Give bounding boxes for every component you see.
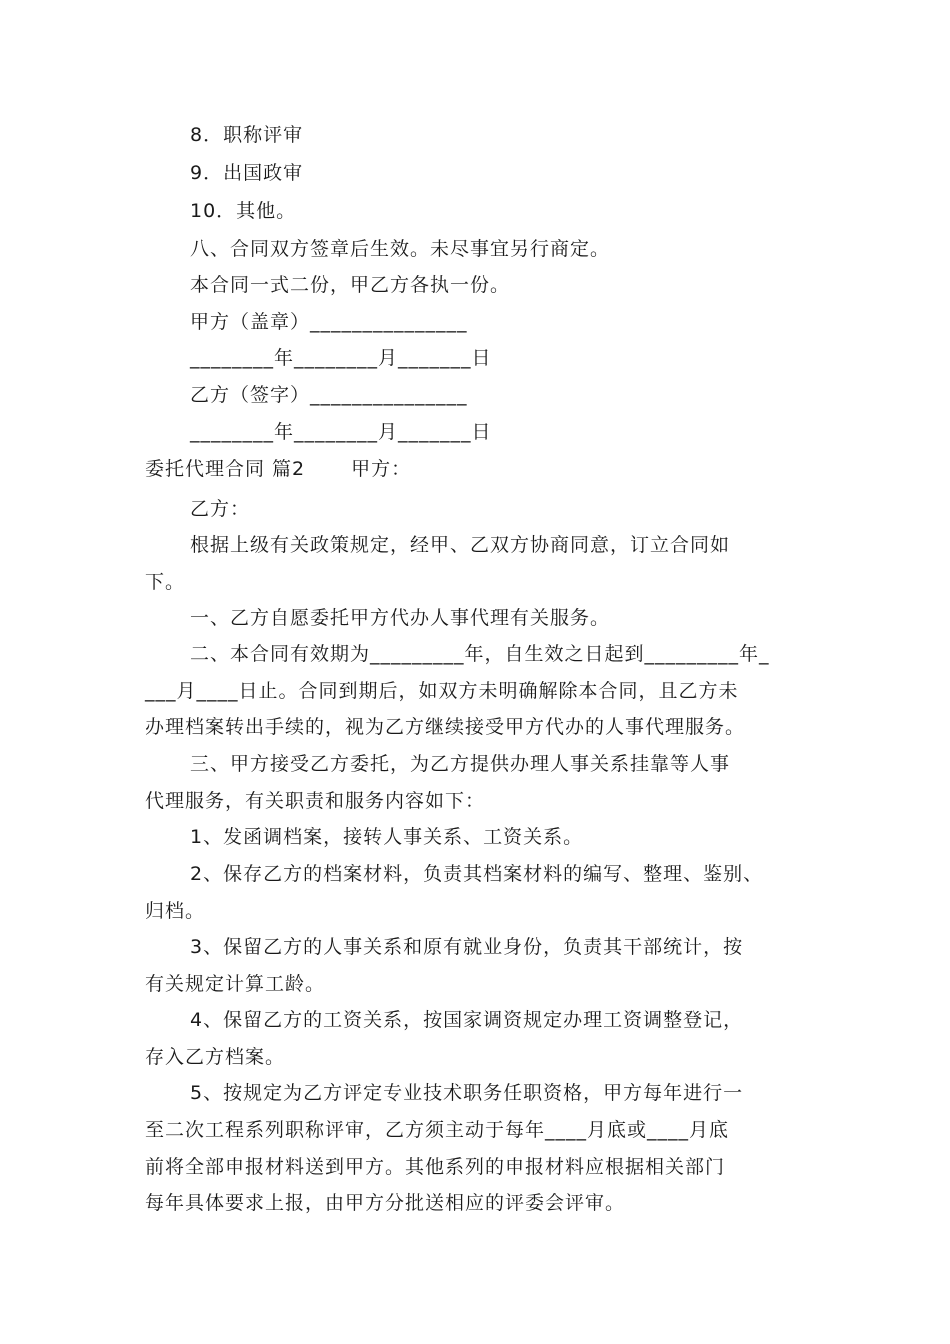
paragraph-line: 八、合同双方签章后生效。未尽事宜另行商定。 <box>190 238 611 260</box>
list-item: 1、发函调档案，接转人事关系、工资关系。 <box>190 826 584 848</box>
paragraph-line: 下。 <box>145 571 186 593</box>
paragraph-line: 存入乙方档案。 <box>145 1046 286 1068</box>
paragraph-line: 有关规定计算工龄。 <box>145 973 326 995</box>
paragraph-line: 二、本合同有效期为_________年，自生效之日起到_________年_ <box>190 643 770 665</box>
paragraph-line: ___月____日止。合同到期后，如双方未明确解除本合同，且乙方未 <box>145 680 739 702</box>
paragraph-line: 归档。 <box>145 900 206 922</box>
paragraph-line: 至二次工程系列职称评审，乙方须主动于每年____月底或____月底 <box>145 1119 730 1141</box>
list-item: 5、按规定为乙方评定专业技术职务任职资格，甲方每年进行一 <box>190 1082 744 1104</box>
section-title-row <box>145 450 825 488</box>
paragraph-line: 本合同一式二份，甲乙方各执一份。 <box>190 274 511 296</box>
list-item: 4、保留乙方的工资关系，按国家调资规定办理工资调整登记， <box>190 1009 744 1031</box>
paragraph-line: 三、甲方接受乙方委托，为乙方提供办理人事关系挂靠等人事 <box>190 753 731 775</box>
signature-line-party-b: 乙方（签字）_______________ <box>190 384 468 406</box>
signature-line-party-a: 甲方（盖章）_______________ <box>190 311 468 333</box>
paragraph-line: 一、乙方自愿委托甲方代办人事代理有关服务。 <box>190 607 611 629</box>
list-item: 10．其他。 <box>190 200 297 222</box>
paragraph-line: 前将全部申报材料送到甲方。其他系列的申报材料应根据相关部门 <box>145 1156 726 1178</box>
list-item: 9．出国政审 <box>190 162 304 184</box>
date-line: ________年________月_______日 <box>190 421 492 443</box>
paragraph-line: 代理服务，有关职责和服务内容如下： <box>145 790 486 812</box>
party-a-label: 甲方： <box>351 458 412 480</box>
paragraph-line: 办理档案转出手续的，视为乙方继续接受甲方代办的人事代理服务。 <box>145 716 746 738</box>
section-title: 委托代理合同 篇2 <box>145 458 306 480</box>
party-b-label: 乙方： <box>190 498 251 520</box>
date-line: ________年________月_______日 <box>190 347 492 369</box>
list-item: 8．职称评审 <box>190 124 304 146</box>
list-item: 2、保存乙方的档案材料，负责其档案材料的编写、整理、鉴别、 <box>190 863 764 885</box>
paragraph-line: 每年具体要求上报，由甲方分批送相应的评委会评审。 <box>145 1192 626 1214</box>
list-item: 3、保留乙方的人事关系和原有就业身份，负责其干部统计，按 <box>190 936 744 958</box>
paragraph-line: 根据上级有关政策规定，经甲、乙双方协商同意，订立合同如 <box>190 534 731 556</box>
